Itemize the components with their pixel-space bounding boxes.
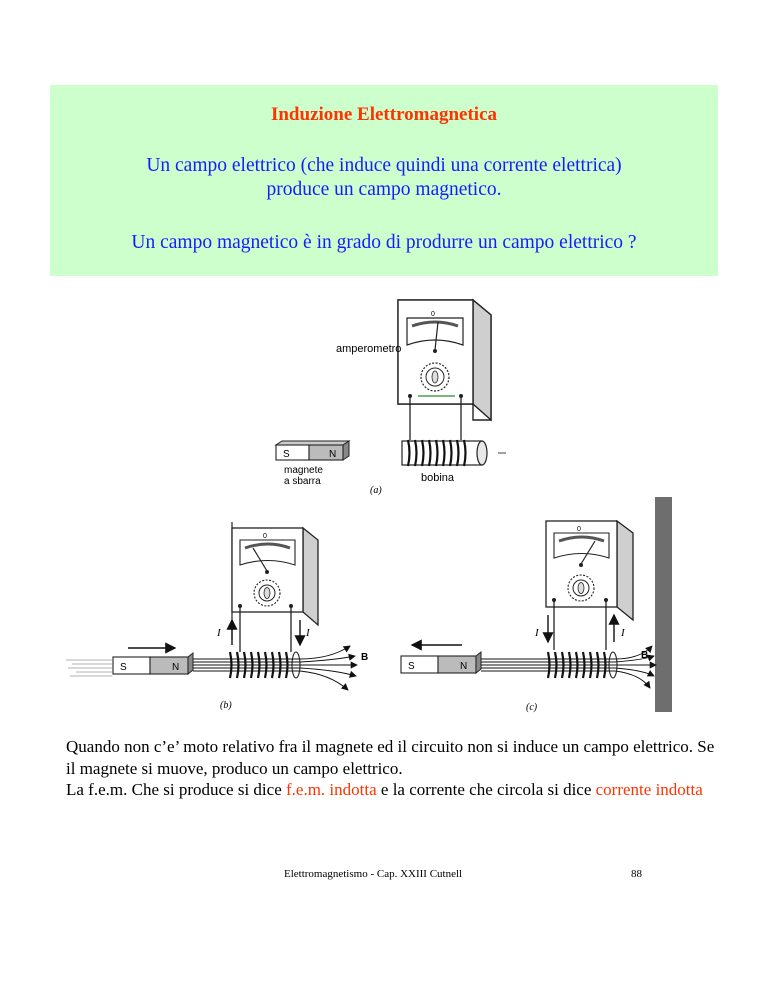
- explanation-paragraph: [66, 736, 726, 801]
- magnet-label-2: a sbarra: [284, 476, 321, 487]
- caption-c: (c): [526, 702, 538, 713]
- dial-zero-b: 0: [263, 533, 267, 540]
- caption-a: (a): [370, 485, 382, 496]
- highlight-corrente-indotta: corrente indotta: [595, 780, 703, 799]
- footer-source: Elettromagnetismo - Cap. XXIII Cutnell: [284, 868, 463, 880]
- page-title: Induzione Elettromagnetica: [270, 104, 498, 125]
- coil-a: [402, 440, 487, 466]
- field-label-b: B: [361, 652, 369, 663]
- intro-line-1: Un campo elettrico (che induce quindi una corrente elettrica): [146, 155, 622, 176]
- magnet-s-b: S: [120, 662, 127, 673]
- scan-edge-shadow: [655, 497, 672, 712]
- coil-label: bobina: [421, 472, 455, 484]
- dial-zero-c: 0: [577, 526, 581, 533]
- magnet-s-a: S: [283, 449, 290, 460]
- field-label-c: B: [641, 650, 649, 661]
- panel-b: [66, 522, 368, 711]
- magnet-n-c: N: [460, 661, 468, 672]
- intro-line-2: produce un campo magnetico.: [266, 179, 502, 200]
- panel-a: [276, 300, 506, 496]
- ammeter-label: amperometro: [336, 343, 402, 355]
- explanation-text-1: Quando non c’e’ moto relativo fra il magnete ed il circuito non si induce un campo elettrico. Se il magnete si muove, produco un campo elettrico.: [66, 737, 715, 778]
- ammeter-a: [398, 300, 491, 420]
- explanation-text-2: La f.e.m. Che si produce si dice: [66, 780, 286, 799]
- current-left-b: I: [217, 627, 221, 639]
- dial-zero-a: 0: [431, 311, 435, 318]
- current-right-c: I: [621, 627, 625, 639]
- magnet-n-b: N: [172, 662, 180, 673]
- ammeter-b: [232, 528, 318, 625]
- intro-question: Un campo magnetico è in grado di produrre un campo elettrico ?: [131, 232, 637, 253]
- magnet-label-1: magnete: [284, 465, 323, 476]
- caption-b: (b): [220, 700, 232, 711]
- page-number: 88: [631, 868, 642, 880]
- magnet-s-c: S: [408, 661, 415, 672]
- ammeter-c: [546, 521, 633, 620]
- magnet-n-a: N: [329, 449, 337, 460]
- highlight-fem-indotta: f.e.m. indotta: [286, 780, 377, 799]
- current-right-b: I: [306, 627, 310, 639]
- panel-c: [401, 497, 672, 713]
- explanation-text-3: e la corrente che circola si dice: [376, 780, 596, 799]
- current-left-c: I: [535, 627, 539, 639]
